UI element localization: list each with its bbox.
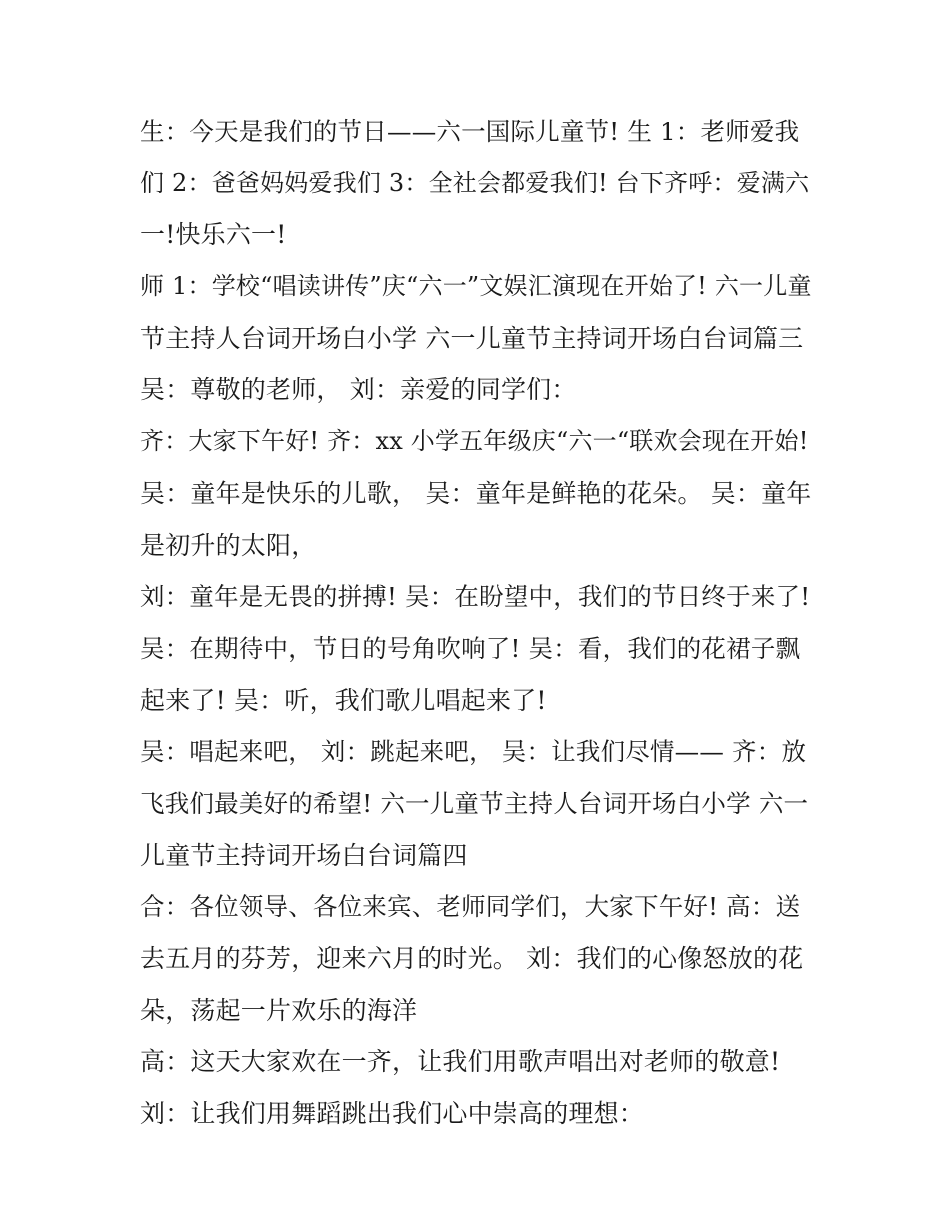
- text-line: 吴：尊敬的老师， 刘：亲爱的同学们：: [140, 375, 577, 405]
- text-line: 朵，荡起一片欢乐的海洋: [140, 995, 418, 1025]
- text-line: 起来了! 吴：听，我们歌儿唱起来了!: [140, 685, 547, 715]
- text-line: 去五月的芬芳，迎来六月的时光。 刘：我们的心像怒放的花: [140, 944, 804, 973]
- text-line: 合：各位领导、各位来宾、老师同学们，大家下午好! 高：送: [140, 892, 801, 922]
- text-line: 是初升的太阳，: [140, 530, 317, 560]
- text-line: 飞我们最美好的希望! 六一儿童节主持人台词开场白小学 六一: [140, 788, 809, 818]
- text-line: 节主持人台词开场白小学 六一儿童节主持词开场白台词篇三: [140, 323, 804, 353]
- text-line: 刘：让我们用舞蹈跳出我们心中崇高的理想：: [140, 1099, 645, 1129]
- text-line: 吴：唱起来吧， 刘：跳起来吧， 吴：让我们尽情—— 齐：放: [140, 737, 807, 767]
- text-line: 高：这天大家欢在一齐，让我们用歌声唱出对老师的敬意!: [140, 1047, 781, 1077]
- text-line: 一!快乐六一!: [140, 220, 287, 250]
- text-line: 刘：童年是无畏的拼搏! 吴：在盼望中，我们的节日终于来了!: [140, 582, 811, 612]
- text-line: 儿童节主持词开场白台词篇四: [140, 840, 468, 870]
- text-line: 吴：童年是快乐的儿歌， 吴：童年是鲜艳的花朵。 吴：童年: [140, 478, 812, 508]
- text-line: 师 1：学校“唱读讲传”庆“六一”文娱汇演现在开始了! 六一儿童: [140, 272, 812, 301]
- text-line: 吴：在期待中，节日的号角吹响了! 吴：看，我们的花裙子飘: [140, 633, 801, 663]
- document-body: [140, 106, 812, 1140]
- text-line: 生：今天是我们的节日——六一国际儿童节! 生 1：老师爱我: [140, 117, 800, 146]
- text-line: 们 2：爸爸妈妈爱我们 3：全社会都爱我们! 台下齐呼：爱满六: [140, 168, 810, 197]
- text-line: 齐：大家下午好! 齐：xx 小学五年级庆“六一“联欢会现在开始!: [140, 427, 809, 456]
